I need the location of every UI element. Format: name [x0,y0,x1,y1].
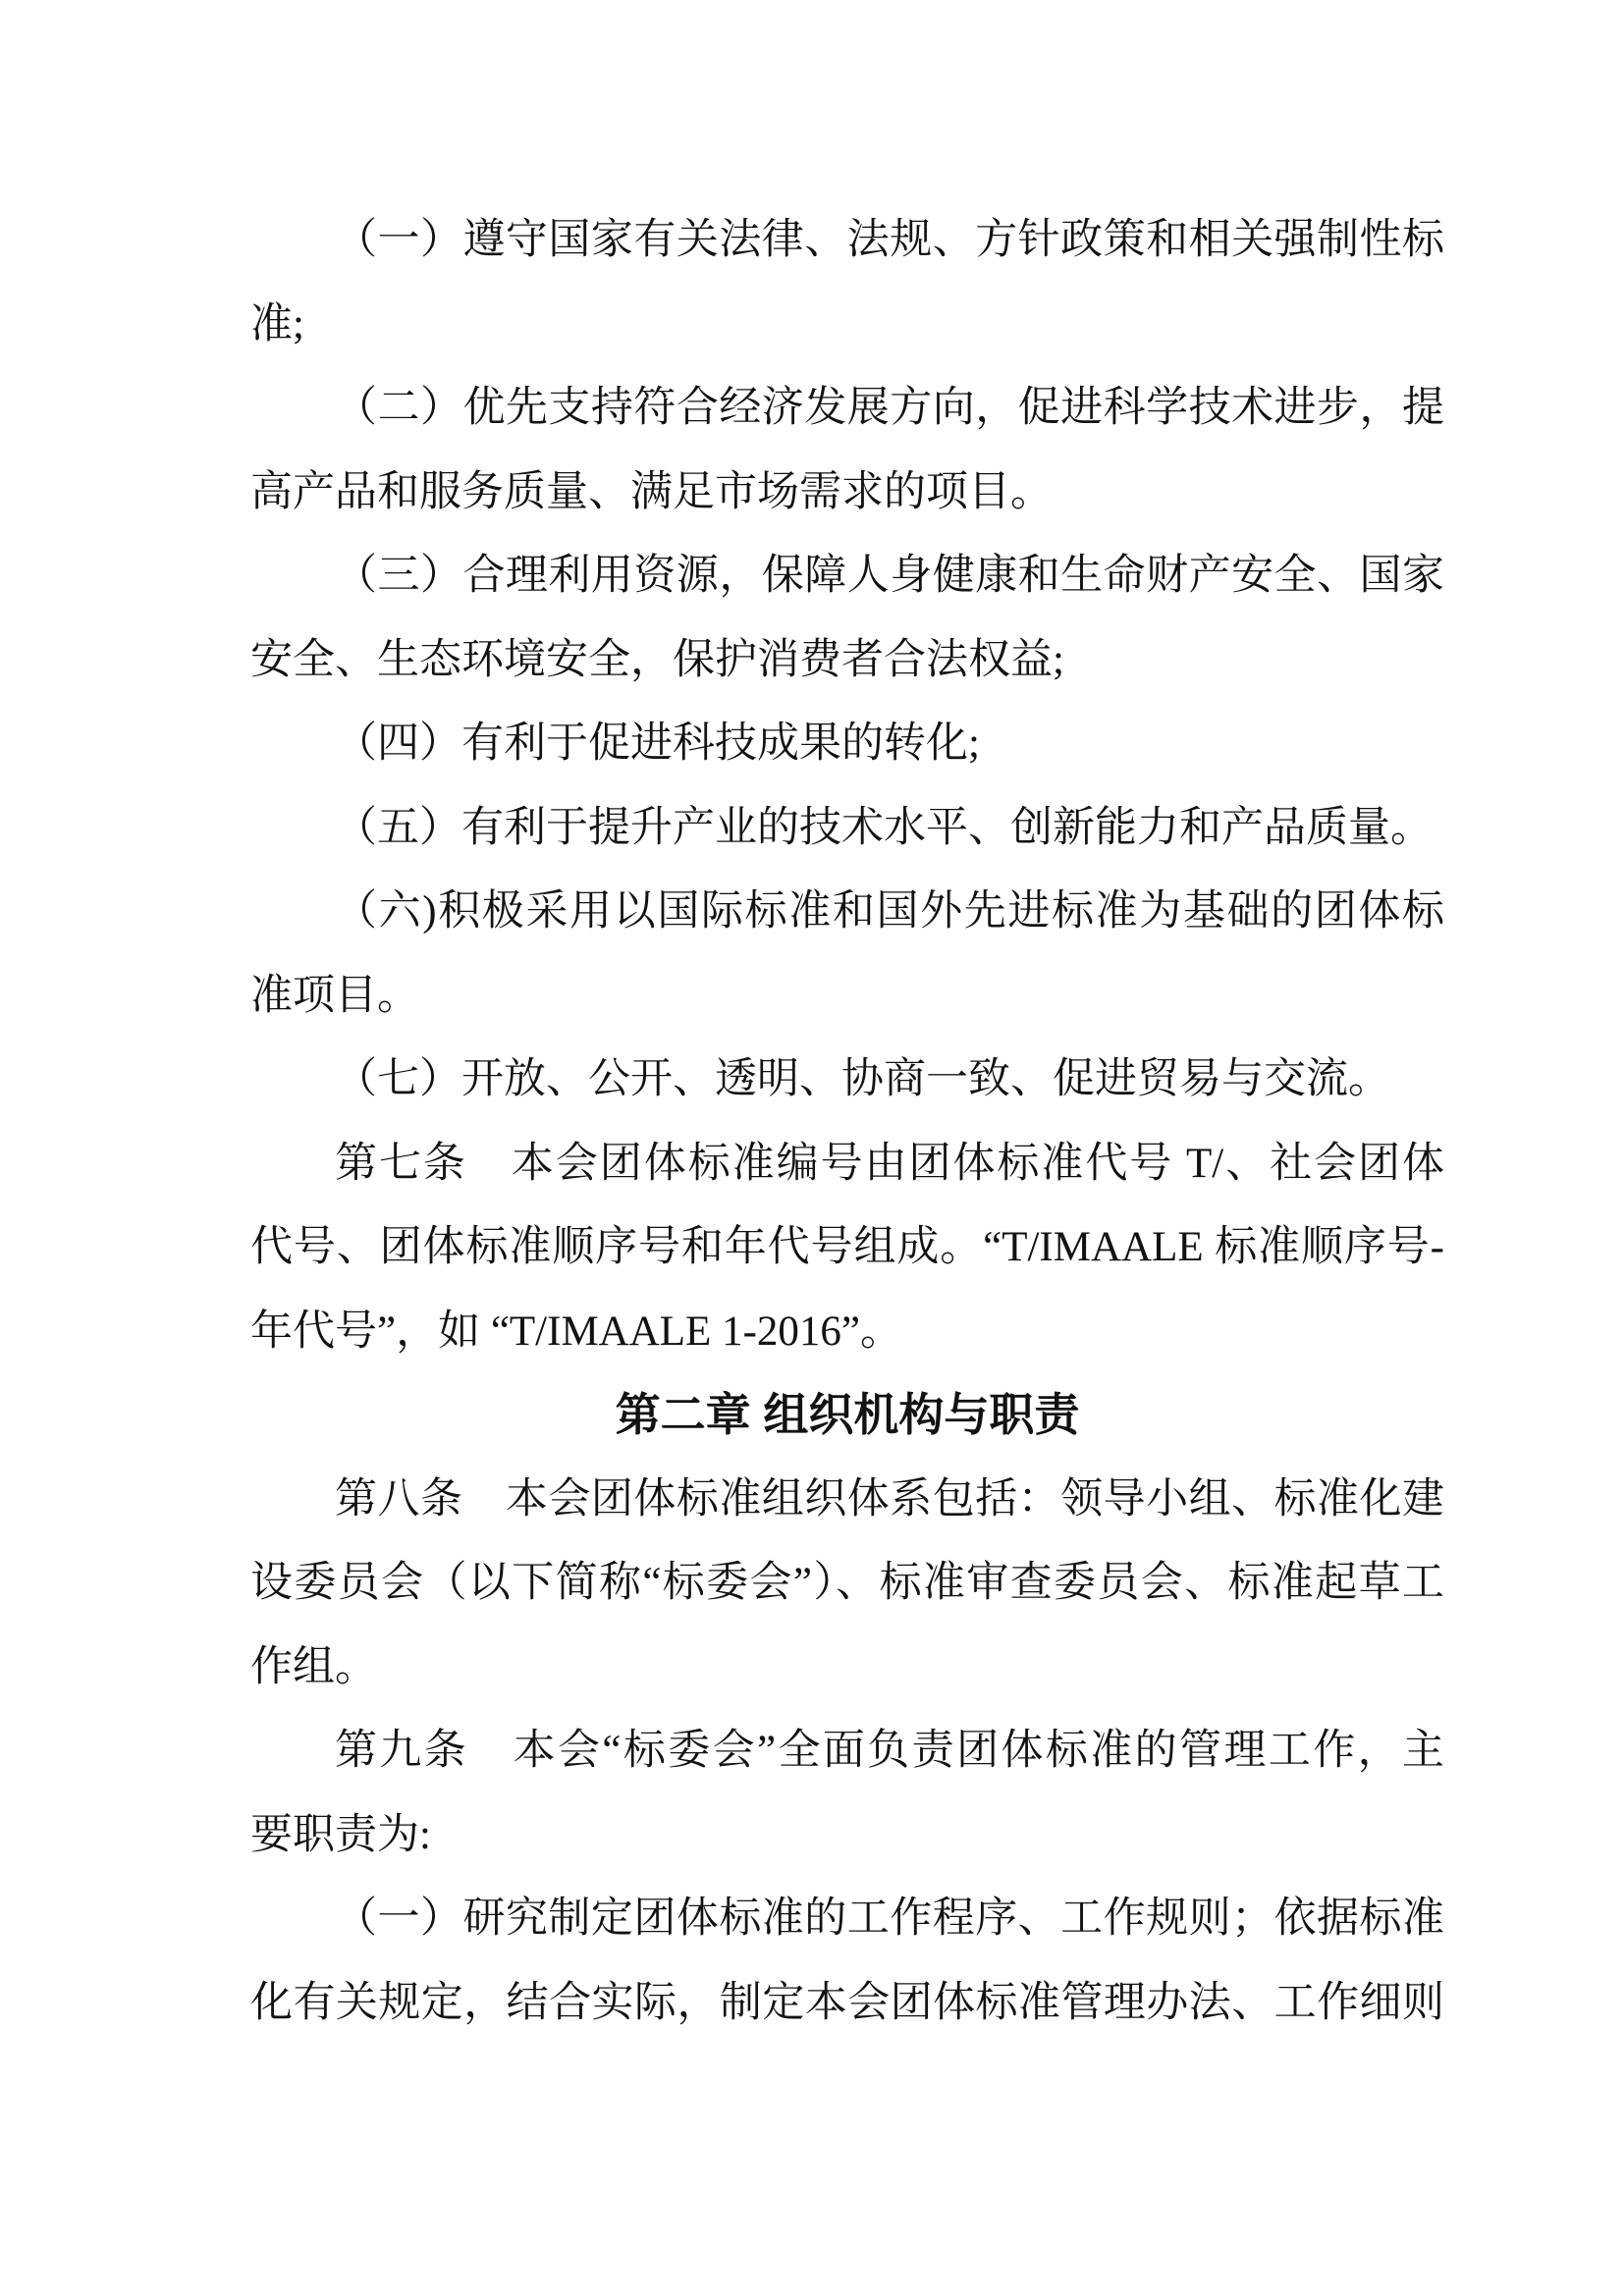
text-line: 年代号”，如 “T/IMAALE 1-2016”。 [250,1308,902,1355]
text-line: （五）有利于提升产业的技术水平、创新能力和产品质量。 [335,804,1433,851]
text-line: 第七条 本会团体标准编号由团体标准代号 T/、社会团体 [335,1140,1444,1187]
text-line: 设委员会（以下简称“标委会”）、标准审查委员会、标准起草工 [250,1560,1444,1606]
chapter-heading: 第二章 组织机构与职责 [615,1389,1080,1440]
text-line: 化有关规定，结合实际，制定本会团体标准管理办法、工作细则 [250,1979,1444,2026]
text-line: （二）优先支持符合经济发展方向，促进科学技术进步，提 [335,385,1444,431]
text-line: 代号、团体标准顺序号和年代号组成。“T/IMAALE 标准顺序号- [250,1224,1444,1270]
text-line: 第九条 本会“标委会”全面负责团体标准的管理工作，主 [335,1728,1444,1774]
text-line: （三）合理利用资源，保障人身健康和生命财产安全、国家 [335,553,1444,599]
text-line: 要职责为: [250,1811,431,1858]
text-line: （四）有利于促进科技成果的转化; [335,721,980,767]
text-line: （七）开放、公开、透明、协商一致、促进贸易与交流。 [335,1056,1390,1102]
text-line: 作组。 [250,1643,377,1690]
text-line: 第八条 本会团体标准组织体系包括：领导小组、标准化建 [335,1475,1444,1522]
text-line: 安全、生态环境安全，保护消费者合法权益; [250,636,1064,683]
text-line: 高产品和服务质量、满足市场需求的项目。 [250,468,1053,515]
document-text [250,198,1444,2045]
text-line: （一）遵守国家有关法律、法规、方针政策和相关强制性标 [335,217,1444,263]
text-line: 准; [250,300,304,347]
text-line: 准项目。 [250,972,419,1019]
text-line: （六)积极采用以国际标准和国外先进标准为基础的团体标 [335,888,1444,934]
text-line: （一）研究制定团体标准的工作程序、工作规则；依据标准 [335,1896,1444,1942]
